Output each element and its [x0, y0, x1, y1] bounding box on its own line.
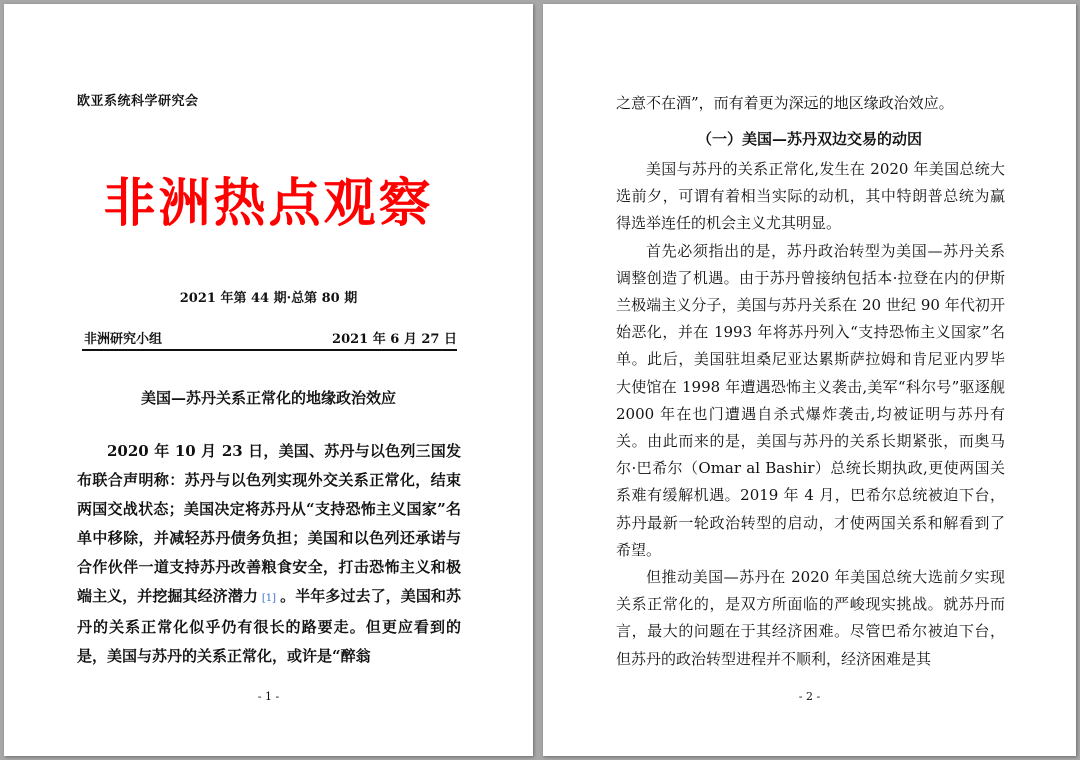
article-title: 美国—苏丹关系正常化的地缘政治效应 — [140, 389, 396, 407]
citation-link[interactable]: [1] — [261, 593, 277, 604]
intro-text-part2: 。半年多过去了，美国和苏丹的关系正常化似乎仍有很长的路要走。但更应看到的是，美国与苏丹的关系正常化，或许是“醉翁 — [77, 587, 461, 665]
research-group: 非洲研究小组 — [84, 332, 163, 347]
body-paragraph: 美国与苏丹的关系正常化,发生在 2020 年美国总统大选前夕，可谓有着相当实际的动机，其中特朗普总统为赢得选举连任的机会主义尤其明显。 — [616, 160, 1005, 233]
intro-paragraph — [77, 437, 461, 671]
page-number: - 1 - — [257, 690, 280, 703]
header-divider — [82, 349, 457, 351]
body-paragraph: 但推动美国—苏丹在 2020 年美国总统大选前夕实现关系正常化的，是双方所面临的严峻现实挑战。就苏丹而言，最大的问题在于其经济困难。尽管巴希尔被迫下台，但苏丹的政治转型进程并不顺利，经济困难是其 — [616, 568, 1005, 668]
document-page-1 — [4, 4, 533, 756]
organization-name: 欧亚系统科学研究会 — [77, 94, 199, 109]
document-page-2 — [543, 4, 1076, 756]
page-number: - 2 - — [798, 690, 821, 703]
intro-text-part1: 2020 年 10 月 23 日，美国、苏丹与以色列三国发布联合声明称：苏丹与以色列实现外交关系正常化，结束两国交战状态；美国决定将苏丹从“支持恐怖主义国家”名单中移除，并减轻苏丹债务负担；美国和以色列还承诺与合作伙伴一道支持苏丹改善粮食安全，打击恐怖主义和极端主义，并挖掘其经济潜力 — [77, 442, 461, 605]
section-heading: （一）美国—苏丹双边交易的动因 — [696, 130, 922, 148]
publication-date: 2021 年 6 月 27 日 — [332, 332, 457, 347]
issue-number: 2021 年第 44 期·总第 80 期 — [179, 291, 358, 306]
publication-title: 非洲热点观察 — [103, 174, 434, 234]
body-paragraph: 首先必须指出的是，苏丹政治转型为美国—苏丹关系调整创造了机遇。由于苏丹曾接纳包括本·拉登在内的伊斯兰极端主义分子，美国与苏丹关系在 20 世纪 90 年代初开始恶化，并在 1993 年将苏丹列入“支持恐怖主义国家”名单。此后，美国驻坦桑尼亚达累斯萨拉姆和肯尼亚内罗毕大使馆在 1998 年遭遇恐怖主义袭击,美军“科尔号”驱逐舰 2000 年在也门遭遇自杀式爆炸袭击,均被证明与苏丹有关。由此而来的是，美国与苏丹的关系长期紧张，而奥马尔·巴希尔（Omar al Bashir）总统长期执政,更使两国关系难有缓解机遇。2019 年 4 月，巴希尔总统被迫下台，苏丹最新一轮政治转型的启动，才使两国关系和解看到了希望。 — [616, 241, 1005, 559]
section-body — [616, 156, 1005, 673]
continuation-line: 之意不在酒”，而有着更为深远的地区缘政治效应。 — [616, 94, 954, 112]
